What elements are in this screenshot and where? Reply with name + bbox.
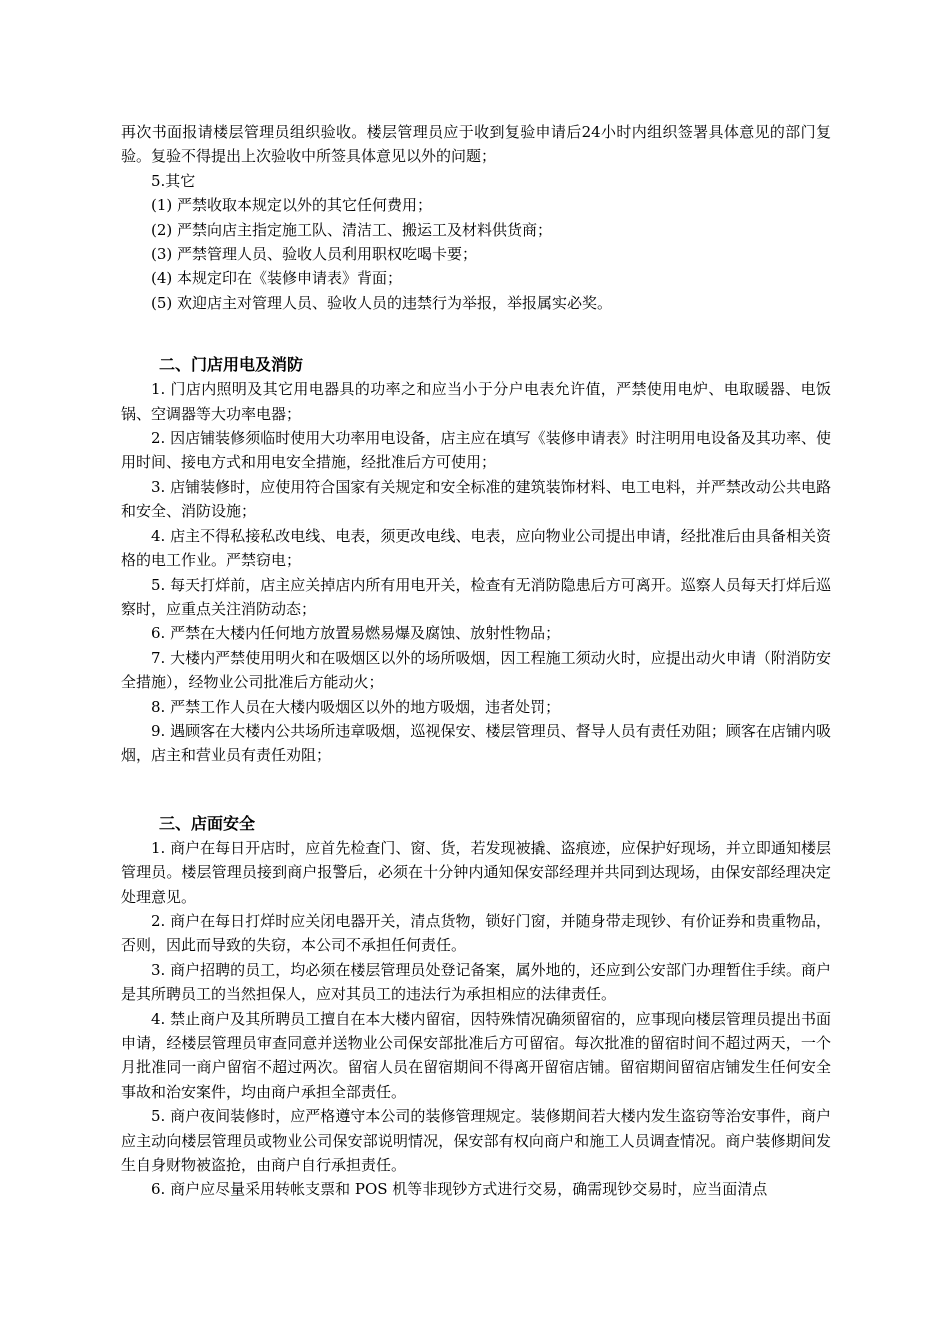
other-item: (5) 欢迎店主对管理人员、验收人员的违禁行为举报，举报属实必奖。: [151, 293, 613, 312]
document-page: [121, 120, 831, 1202]
section3-paragraph: 3. 商户招聘的员工，均必须在楼层管理员处登记备案，属外地的，还应到公安部门办理暂住手续。商户是其所聘员工的当然担保人，应对其员工的违法行为承担相应的法律责任。: [121, 960, 831, 1004]
section3-paragraph: 6. 商户应尽量采用转帐支票和 POS 机等非现钞方式进行交易，确需现钞交易时，应当面清点: [151, 1180, 768, 1199]
section2-paragraph: 5. 每天打烊前，店主应关掉店内所有用电开关，检查有无消防隐患后方可离开。巡察人员每天打烊后巡察时，应重点关注消防动态；: [121, 575, 831, 618]
section3-paragraph: 2. 商户在每日打烊时应关闭电器开关，清点货物，锁好门窗，并随身带走现钞、有价证券和贵重物品，否则，因此而导致的失窃，本公司不承担任何责任。: [121, 911, 831, 955]
spacer: [121, 768, 831, 812]
continuation-paragraph: 再次书面报请楼层管理员组织验收。楼层管理员应于收到复验申请后24小时内组织签署具体意见的部门复验。复验不得提出上次验收中所签具体意见以外的问题；: [121, 123, 831, 166]
other-item: (1) 严禁收取本规定以外的其它任何费用；: [151, 196, 433, 215]
section2-paragraph: 8. 严禁工作人员在大楼内吸烟区以外的地方吸烟，违者处罚；: [151, 697, 561, 716]
section-heading-electricity-fire: 二、门店用电及消防: [159, 355, 304, 375]
section2-paragraph: 6. 严禁在大楼内任何地方放置易燃易爆及腐蚀、放射性物品；: [151, 624, 561, 643]
section-heading-store-security: 三、店面安全: [159, 813, 256, 833]
other-item: (3) 严禁管理人员、验收人员利用职权吃喝卡要；: [151, 245, 478, 264]
other-subtitle: 5.其它: [151, 171, 196, 190]
spacer: [121, 315, 831, 353]
section2-paragraph: 2. 因店铺装修须临时使用大功率用电设备，店主应在填写《装修申请表》时注明用电设备及其功率、使用时间、接电方式和用电安全措施，经批准后方可使用；: [121, 429, 831, 472]
section2-paragraph: 7. 大楼内严禁使用明火和在吸烟区以外的场所吸烟，因工程施工须动火时，应提出动火申请（附消防安全措施），经物业公司批准后方能动火；: [121, 648, 831, 692]
section3-paragraph: 1. 商户在每日开店时，应首先检查门、窗、货，若发现被撬、盗痕迹，应保护好现场，并立即通知楼层管理员。楼层管理员接到商户报警后，必须在十分钟内通知保安部经理并共同到达现场，由保安部经理决定处理意见。: [121, 838, 831, 906]
section2-paragraph: 9. 遇顾客在大楼内公共场所违章吸烟，巡视保安、楼层管理员、督导人员有责任劝阻；顾客在店铺内吸烟，店主和营业员有责任劝阻；: [121, 721, 831, 765]
section3-paragraph: 5. 商户夜间装修时，应严格遵守本公司的装修管理规定。装修期间若大楼内发生盗窃等治安事件，商户应主动向楼层管理员或物业公司保安部说明情况，保安部有权向商户和施工人员调查情况。商户装修期间发生自身财物被盗抢，由商户自行承担责任。: [121, 1107, 831, 1175]
section2-paragraph: 1. 门店内照明及其它用电器具的功率之和应当小于分户电表允许值，严禁使用电炉、电取暖器、电饭锅、空调器等大功率电器；: [121, 380, 831, 423]
section2-paragraph: 4. 店主不得私接私改电线、电表，须更改电线、电表，应向物业公司提出申请，经批准后由具备相关资格的电工作业。严禁窃电；: [121, 526, 831, 570]
other-item: (4) 本规定印在《装修申请表》背面；: [151, 269, 403, 288]
section2-paragraph: 3. 店铺装修时，应使用符合国家有关规定和安全标准的建筑装饰材料、电工电料，并严禁改动公共电路和安全、消防设施；: [121, 477, 831, 521]
other-item: (2) 严禁向店主指定施工队、清洁工、搬运工及材料供货商；: [151, 220, 553, 239]
section3-paragraph: 4. 禁止商户及其所聘员工擅自在本大楼内留宿，因特殊情况确须留宿的，应事现向楼层管理员提出书面申请，经楼层管理员审查同意并送物业公司保安部批准后方可留宿。每次批准的留宿时间不超过两天，一个月批准同一商户留宿不超过两次。留宿人员在留宿期间不得离开留宿店铺。留宿期间留宿店铺发生任何安全事故和治安案件，均由商户承担全部责任。: [121, 1009, 831, 1101]
